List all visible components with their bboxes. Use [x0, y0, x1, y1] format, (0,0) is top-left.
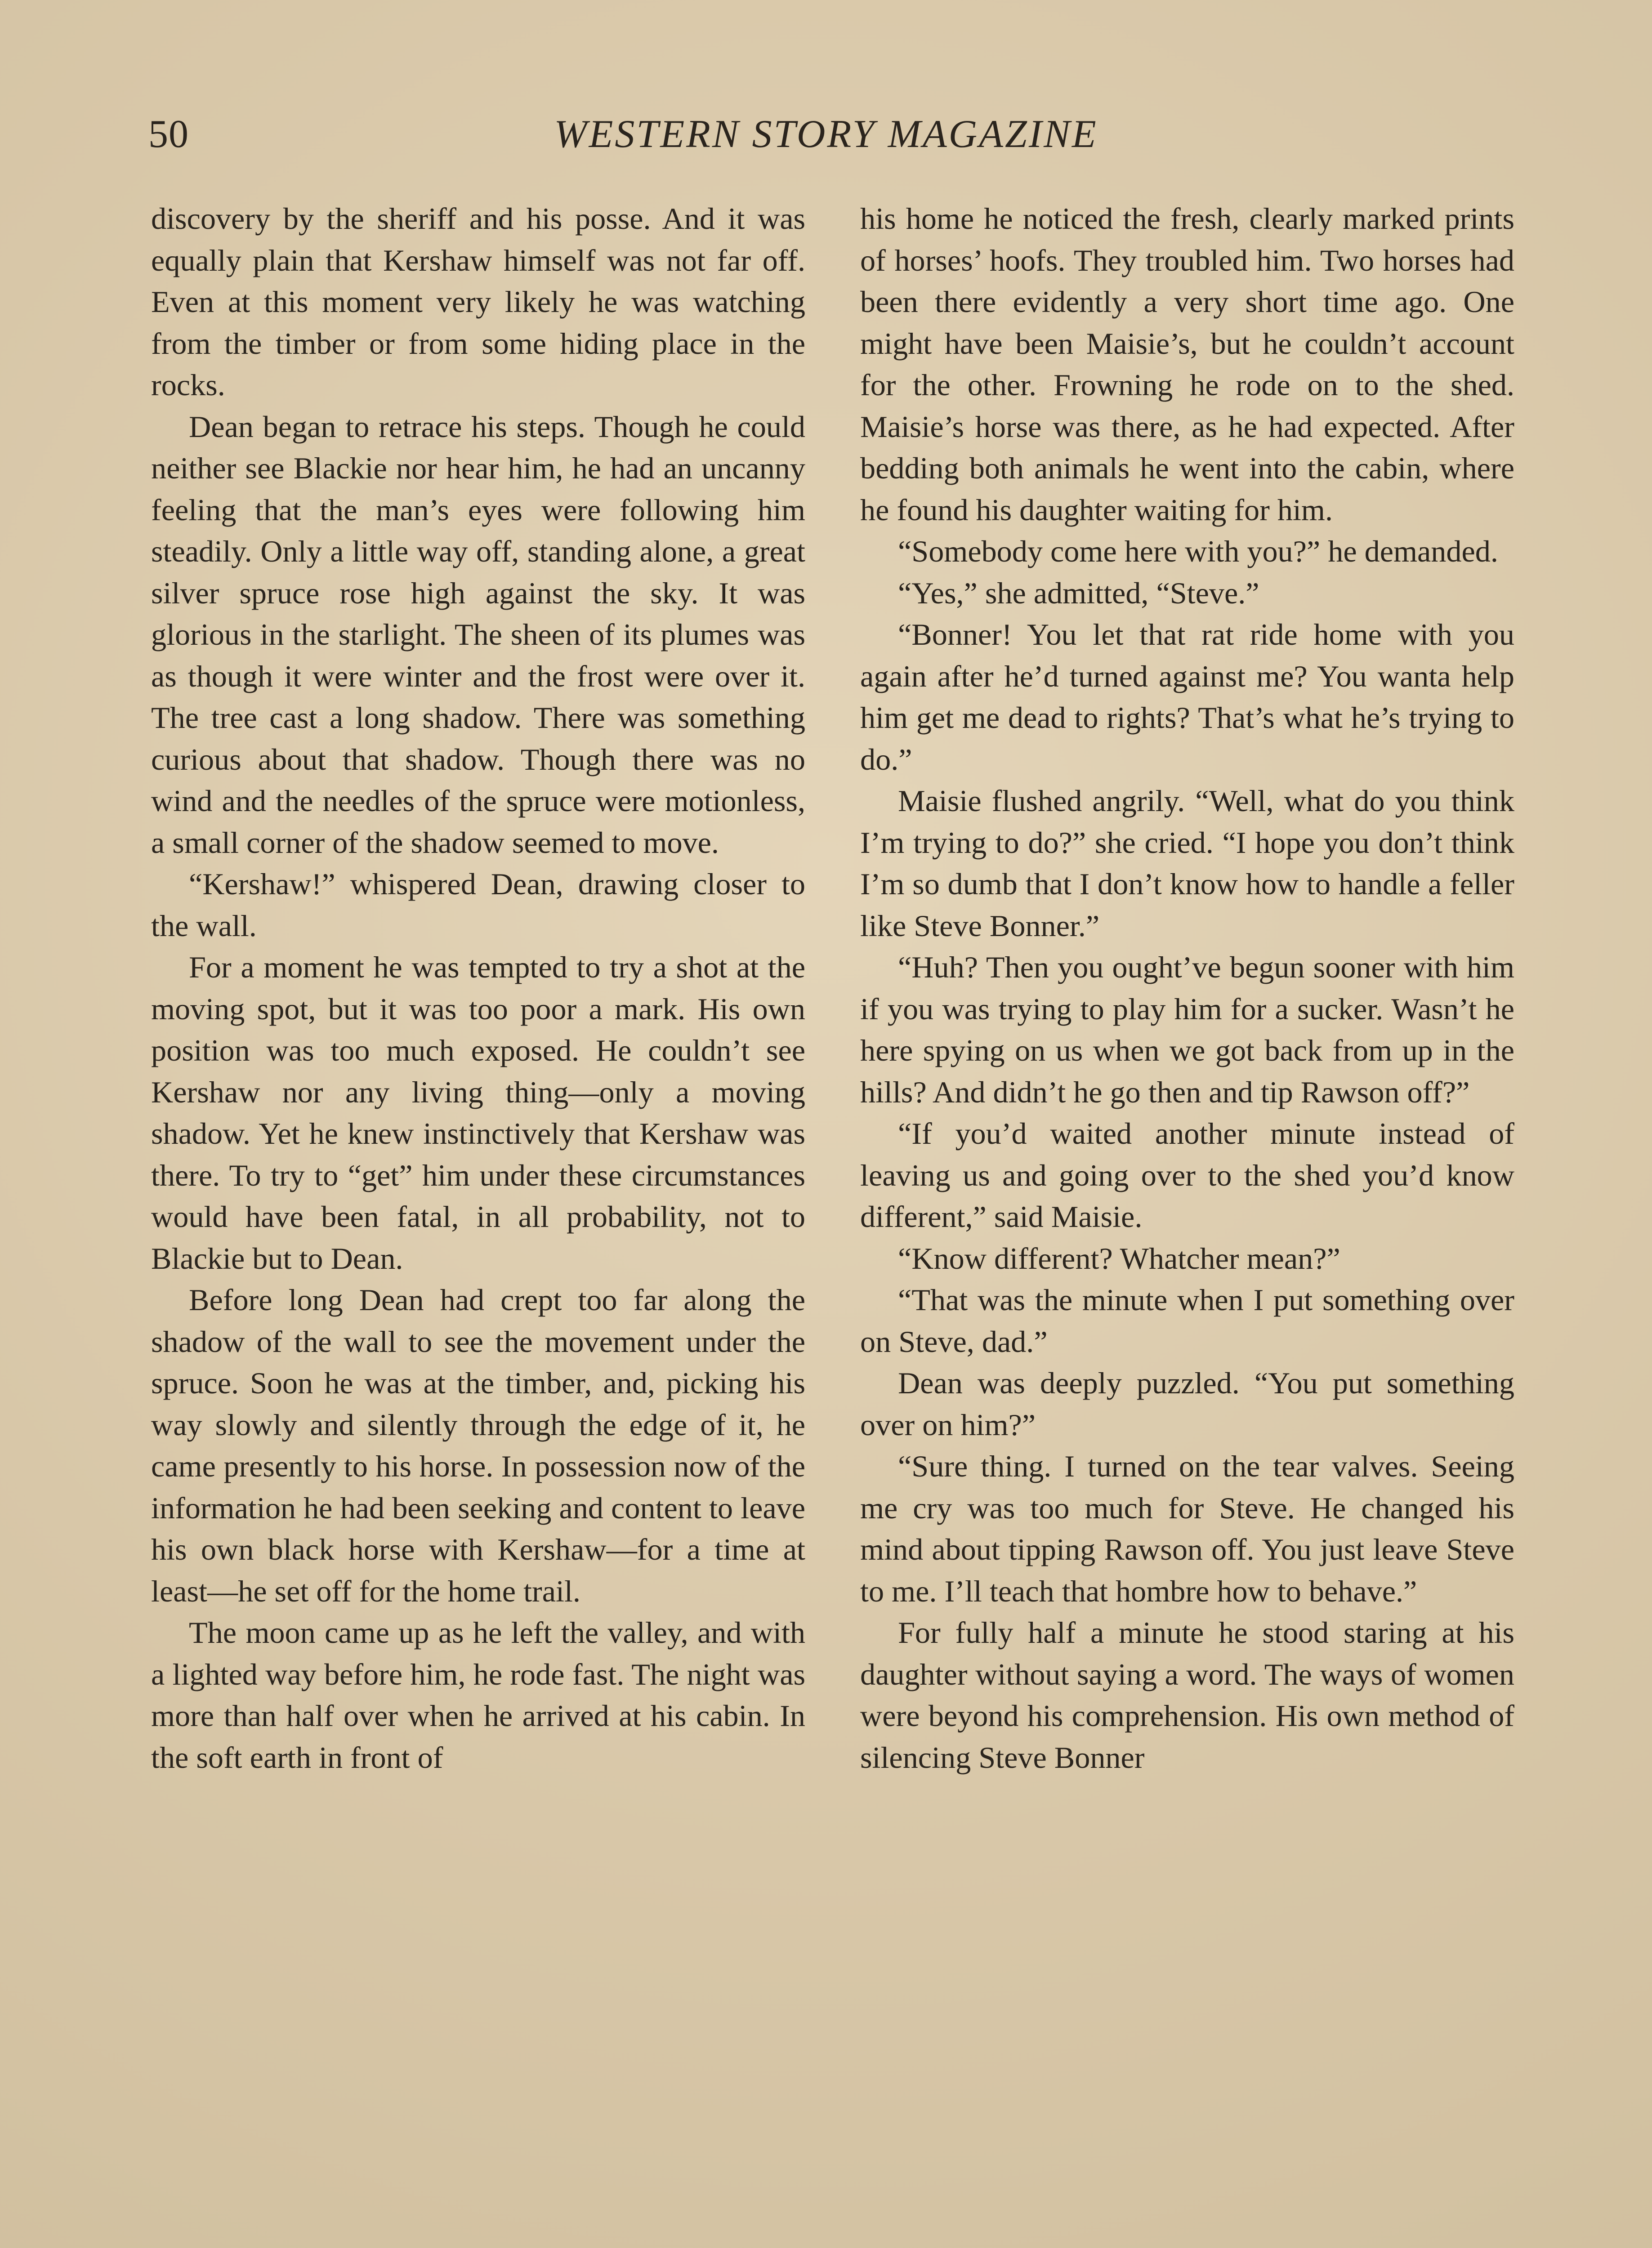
- right-paragraph-8: “Know different? Whatcher mean?”: [898, 1241, 1340, 1276]
- right-paragraph-12: For fully half a minute he stood staring at his daughter without saying a word. The ways of women were beyond his comprehension. His own method of silencing Steve Bonner: [860, 1615, 1514, 1775]
- right-paragraph-6: “Huh? Then you ought’ve begun sooner with him if you was trying to play him for a sucker. Wasn’t he here spying on us when we got back from up in the hills? And didn’t he go then and tip Rawson off?”: [860, 950, 1514, 1109]
- page-header: [0, 112, 1652, 169]
- right-paragraph-10: Dean was deeply puzzled. “You put something over on him?”: [860, 1366, 1514, 1442]
- left-paragraph-6: The moon came up as he left the valley, and with a lighted way before him, he rode fast. The night was more than half over when he arrived at his cabin. In the soft earth in front of: [151, 1615, 805, 1775]
- right-text-column: [860, 198, 1514, 1778]
- left-paragraph-2: Dean began to retrace his steps. Though he could neither see Blackie nor hear him, he had an uncanny feeling that the man’s eyes were following him steadily. Only a little way off, standing alone, a great silver spruce rose high against the sky. It was glorious in the starlight. The sheen of its plumes was as though it were winter and the frost were over it. The tree cast a long shadow. There was something curious about that shadow. Though there was no wind and the needles of the spruce were motionless, a small corner of the shadow seemed to move.: [151, 409, 805, 860]
- page-number: 50: [148, 112, 189, 156]
- left-paragraph-1: discovery by the sheriff and his posse. And it was equally plain that Kershaw himself was not far off. Even at this moment very likely he was watching from the timber or from some hiding place in the rocks.: [151, 201, 805, 402]
- right-paragraph-3: “Yes,” she admitted, “Steve.”: [898, 575, 1259, 610]
- left-paragraph-5: Before long Dean had crept too far along the shadow of the wall to see the movement under the spruce. Soon he was at the timber, and, picking his way slowly and silently through the edge of it, he came presently to his horse. In possession now of the information he had been seeking and content to leave his own black horse with Kershaw—for a time at least—he set off for the home trail.: [151, 1283, 805, 1608]
- right-paragraph-5: Maisie flushed angrily. “Well, what do you think I’m trying to do?” she cried. “I hope you don’t think I’m so dumb that I don’t know how to handle a feller like Steve Bonner.”: [860, 784, 1514, 943]
- left-paragraph-3: “Kershaw!” whispered Dean, drawing closer to the wall.: [151, 867, 805, 943]
- right-paragraph-2: “Somebody come here with you?” he demanded.: [898, 534, 1498, 568]
- right-paragraph-7: “If you’d waited another minute instead of leaving us and going over to the shed you’d know different,” said Maisie.: [860, 1116, 1514, 1234]
- right-paragraph-9: “That was the minute when I put something over on Steve, dad.”: [860, 1283, 1514, 1359]
- left-text-column: [151, 198, 805, 1778]
- right-paragraph-11: “Sure thing. I turned on the tear valves. Seeing me cry was too much for Steve. He changed his mind about tipping Rawson off. You just leave Steve to me. I’ll teach that hombre how to behave.”: [860, 1449, 1514, 1608]
- left-paragraph-4: For a moment he was tempted to try a shot at the moving spot, but it was too poor a mark. His own position was too much exposed. He couldn’t see Kershaw nor any living thing—only a moving shadow. Yet he knew instinctively that Kershaw was there. To try to “get” him under these circumstances would have been fatal, in all probability, not to Blackie but to Dean.: [151, 950, 805, 1276]
- right-paragraph-1: his home he noticed the fresh, clearly marked prints of horses’ hoofs. They troubled him. Two horses had been there evidently a very short time ago. One might have been Maisie’s, but he couldn’t account for the other. Frowning he rode on to the shed. Maisie’s horse was there, as he had expected. After bedding both animals he went into the cabin, where he found his daughter waiting for him.: [860, 201, 1514, 527]
- right-paragraph-4: “Bonner! You let that rat ride home with you again after he’d turned against me? You wanta help him get me dead to rights? That’s what he’s trying to do.”: [860, 617, 1514, 776]
- magazine-title: WESTERN STORY MAGAZINE: [554, 112, 1098, 156]
